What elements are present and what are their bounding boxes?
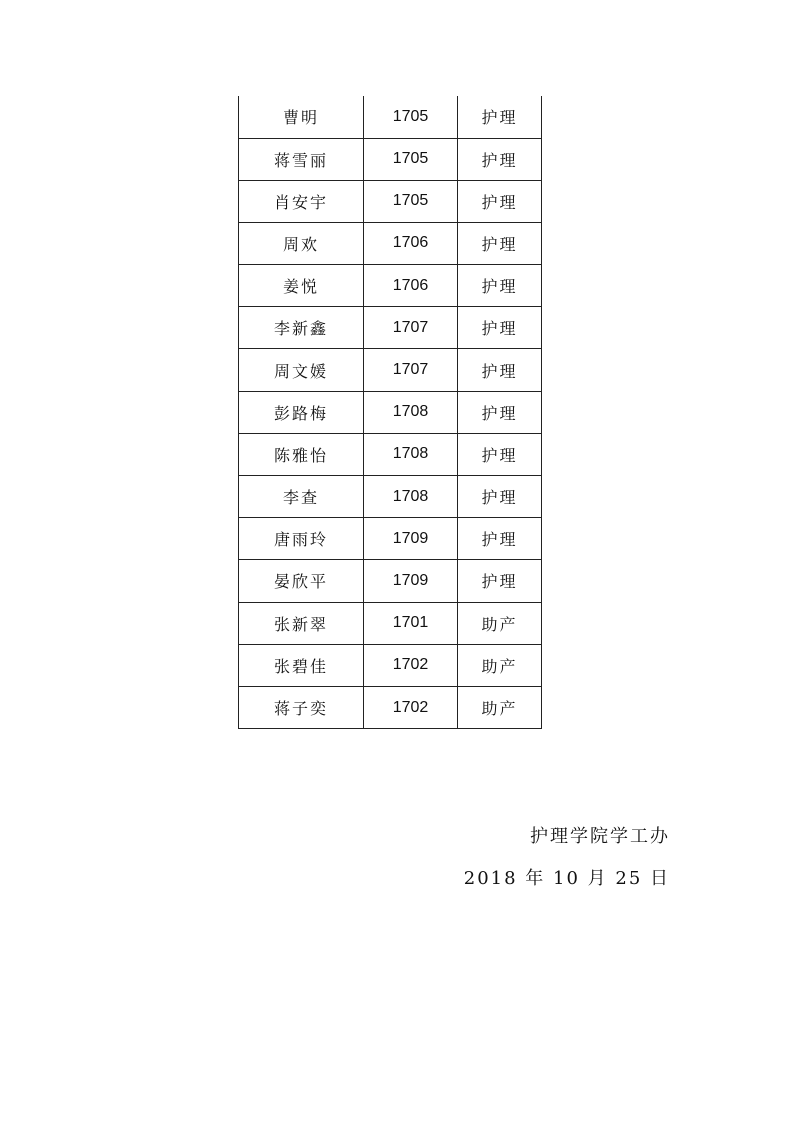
table-row — [239, 602, 542, 644]
class-number-cell: 1705 — [364, 96, 458, 138]
student-name-cell: 周文媛 — [239, 349, 364, 391]
student-name-cell: 姜悦 — [239, 265, 364, 307]
class-number-cell: 1708 — [364, 391, 458, 433]
table-row — [239, 518, 542, 560]
class-number-cell: 1705 — [364, 138, 458, 180]
major-cell: 护理 — [458, 222, 542, 264]
class-number-cell: 1706 — [364, 222, 458, 264]
major-cell: 护理 — [458, 138, 542, 180]
class-number-cell: 1709 — [364, 518, 458, 560]
student-name-cell: 唐雨玲 — [239, 518, 364, 560]
student-name-cell: 周欢 — [239, 222, 364, 264]
student-name-cell: 曹明 — [239, 96, 364, 138]
table-row — [239, 560, 542, 602]
table-row — [239, 96, 542, 138]
student-name-cell: 肖安宇 — [239, 180, 364, 222]
class-number-cell: 1707 — [364, 349, 458, 391]
major-cell: 助产 — [458, 686, 542, 728]
major-cell: 护理 — [458, 349, 542, 391]
student-name-cell: 蒋雪丽 — [239, 138, 364, 180]
table-row — [239, 433, 542, 475]
table-row — [239, 138, 542, 180]
student-name-cell: 陈雅怡 — [239, 433, 364, 475]
major-cell: 助产 — [458, 644, 542, 686]
class-number-cell: 1706 — [364, 265, 458, 307]
table-row — [239, 222, 542, 264]
table-row — [239, 307, 542, 349]
major-cell: 护理 — [458, 265, 542, 307]
class-number-cell: 1708 — [364, 476, 458, 518]
class-number-cell: 1705 — [364, 180, 458, 222]
student-name-cell: 晏欣平 — [239, 560, 364, 602]
student-name-cell: 李新鑫 — [239, 307, 364, 349]
major-cell: 护理 — [458, 476, 542, 518]
student-roster-table — [238, 96, 542, 729]
issuing-office: 护理学院学工办 — [530, 826, 670, 847]
class-number-cell: 1709 — [364, 560, 458, 602]
class-number-cell: 1702 — [364, 686, 458, 728]
table-row — [239, 686, 542, 728]
major-cell: 护理 — [458, 307, 542, 349]
major-cell: 护理 — [458, 433, 542, 475]
roster-body — [239, 96, 542, 729]
student-name-cell: 张碧佳 — [239, 644, 364, 686]
major-cell: 护理 — [458, 518, 542, 560]
major-cell: 护理 — [458, 180, 542, 222]
table-row — [239, 476, 542, 518]
table-row — [239, 349, 542, 391]
class-number-cell: 1707 — [364, 307, 458, 349]
table-row — [239, 391, 542, 433]
table-row — [239, 180, 542, 222]
class-number-cell: 1708 — [364, 433, 458, 475]
major-cell: 护理 — [458, 96, 542, 138]
class-number-cell: 1701 — [364, 602, 458, 644]
student-name-cell: 李查 — [239, 476, 364, 518]
major-cell: 护理 — [458, 560, 542, 602]
table-row — [239, 644, 542, 686]
student-name-cell: 张新翠 — [239, 602, 364, 644]
major-cell: 助产 — [458, 602, 542, 644]
major-cell: 护理 — [458, 391, 542, 433]
table-row — [239, 265, 542, 307]
student-name-cell: 彭路梅 — [239, 391, 364, 433]
class-number-cell: 1702 — [364, 644, 458, 686]
issue-date: 2018 年 10 月 25 日 — [463, 868, 670, 889]
student-name-cell: 蒋子奕 — [239, 686, 364, 728]
